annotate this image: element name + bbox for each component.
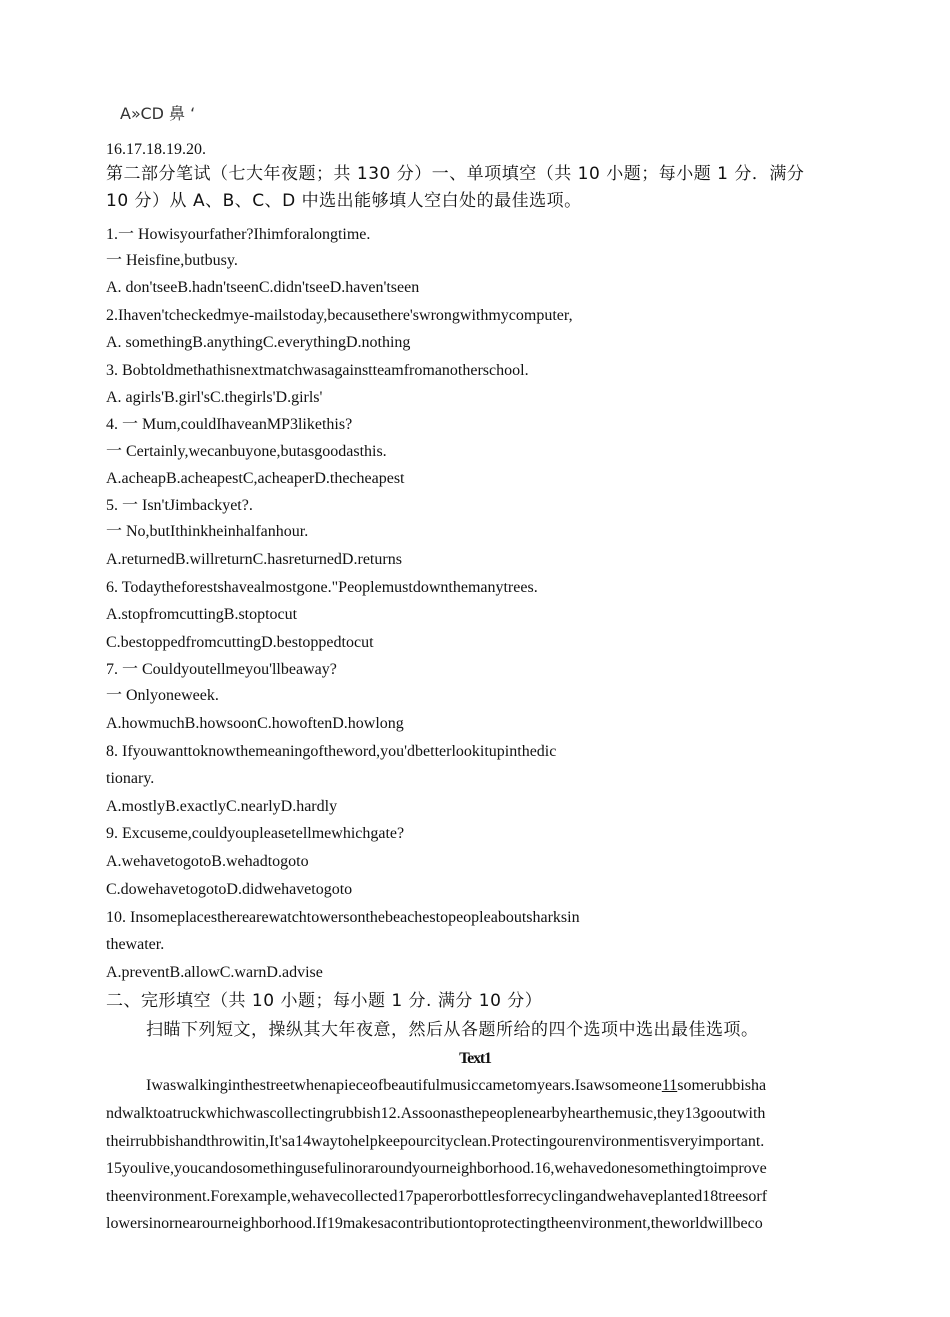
question-4-answer: 一 Certainly,wecanbuyone,butasgoodasthis. xyxy=(106,443,387,460)
question-6-options: A.stopfromcuttingB.stoptocut xyxy=(106,606,298,623)
question-8: 8. Ifyouwanttoknowthemeaningoftheword,you'dbetterlookitupinthedic xyxy=(106,743,557,760)
question-2: 2.Ihaven'tcheckedmye-mailstoday,becausethere'swrongwithmycomputer, xyxy=(106,307,573,324)
question-2-options: A. somethingB.anythingC.everythingD.nothing xyxy=(106,334,411,351)
question-7: 7. 一 Couldyoutellmeyou'llbeaway? xyxy=(106,661,337,678)
question-4-options: A.acheapB.acheapestC,acheaperD.thecheapest xyxy=(106,470,405,487)
passage-line-3: theirrubbishandthrowitin,It'sa14waytohelpkeepourcityclean.Protectingourenvironmentisveryimportant. xyxy=(106,1133,765,1150)
question-9: 9. Excuseme,couldyoupleasetellmewhichgate? xyxy=(106,825,405,842)
passage-line-2: ndwalktoatruckwhichwascollectingrubbish12.Assoonasthepeoplenearbyhearthemusic,they13gooutwith xyxy=(106,1105,766,1122)
part2-title-line1: 第二部分笔试（七大年夜题；共 130 分）一、单项填空（共 10 小题；每小题 1 分．满分 xyxy=(106,164,805,184)
cloze-instruction: 扫瞄下列短文，操纵其大年夜意，然后从各题所给的四个选项中选出最佳选项。 xyxy=(146,1020,759,1040)
question-6: 6. Todaytheforestshavealmostgone."Peoplemustdownthemanytrees. xyxy=(106,579,538,596)
passage-line-6: lowersinornearourneighborhood.If19makesacontributiontoprotectingtheenvironment,theworldwillbeco xyxy=(106,1215,763,1232)
question-10: 10. Insomeplacestherearewatchtowersonthebeachestopeopleaboutsharksin xyxy=(106,909,580,926)
question-9-options: A.wehavetogotoB.wehadtogoto xyxy=(106,853,309,870)
header-fragment: A»CD 鼻 ‘ xyxy=(120,104,196,123)
question-1-options: A. don'tseeB.hadn'tseenC.didn'tseeD.haven'tseen xyxy=(106,279,420,296)
question-7-answer: 一 Onlyoneweek. xyxy=(106,687,219,704)
passage-text: somerubbisha xyxy=(677,1077,767,1094)
passage-line-5: theenvironment.Forexample,wehavecollected17paperorbottlesforrecyclingandwehaveplanted18treesorf xyxy=(106,1188,768,1205)
text-title: Text1 xyxy=(459,1050,491,1067)
question-5: 5. 一 Isn'tJimbackyet?. xyxy=(106,497,253,514)
part2-title-line2: 10 分）从 A、B、C、D 中选出能够填人空白处的最佳选项。 xyxy=(106,191,582,211)
question-8-continued: tionary. xyxy=(106,770,155,787)
question-10-options: A.preventB.allowC.warnD.advise xyxy=(106,964,323,981)
question-3-options: A. agirls'B.girl'sC.thegirls'D.girls' xyxy=(106,389,323,406)
cloze-title: 二、完形填空（共 10 小题；每小题 1 分. 满分 10 分） xyxy=(106,991,543,1011)
question-9-options-2: C.dowehavetogotoD.didwehavetogoto xyxy=(106,881,353,898)
passage-line-1 xyxy=(146,1076,766,1096)
question-5-answer: 一 No,butIthinkheinhalfanhour. xyxy=(106,523,309,540)
answer-numbers: 16.17.18.19.20. xyxy=(106,141,206,158)
question-5-options: A.returnedB.willreturnC.hasreturnedD.returns xyxy=(106,551,402,568)
question-4: 4. 一 Mum,couldIhaveanMP3likethis? xyxy=(106,416,353,433)
question-1: 1.一 Howisyourfather?Ihimforalongtime. xyxy=(106,226,371,243)
passage-text: Iwaswalkinginthestreetwhenapieceofbeautifulmusiccametomyears.Isawsomeone xyxy=(146,1077,662,1094)
passage-line-4: 15youlive,youcandosomethingusefulinoraroundyourneighborhood.16,wehavedonesomethingtoimprove xyxy=(106,1160,767,1177)
blank-11: 11 xyxy=(661,1077,678,1094)
question-6-options-2: C.bestoppedfromcuttingD.bestoppedtocut xyxy=(106,634,374,651)
question-10-continued: thewater. xyxy=(106,936,165,953)
question-7-options: A.howmuchB.howsoonC.howoftenD.howlong xyxy=(106,715,404,732)
question-8-options: A.mostlyB.exactlyC.nearlyD.hardly xyxy=(106,798,338,815)
question-1-answer: 一 Heisfine,butbusy. xyxy=(106,252,238,269)
question-3: 3. Bobtoldmethathisnextmatchwasagainstteamfromanotherschool. xyxy=(106,362,529,379)
